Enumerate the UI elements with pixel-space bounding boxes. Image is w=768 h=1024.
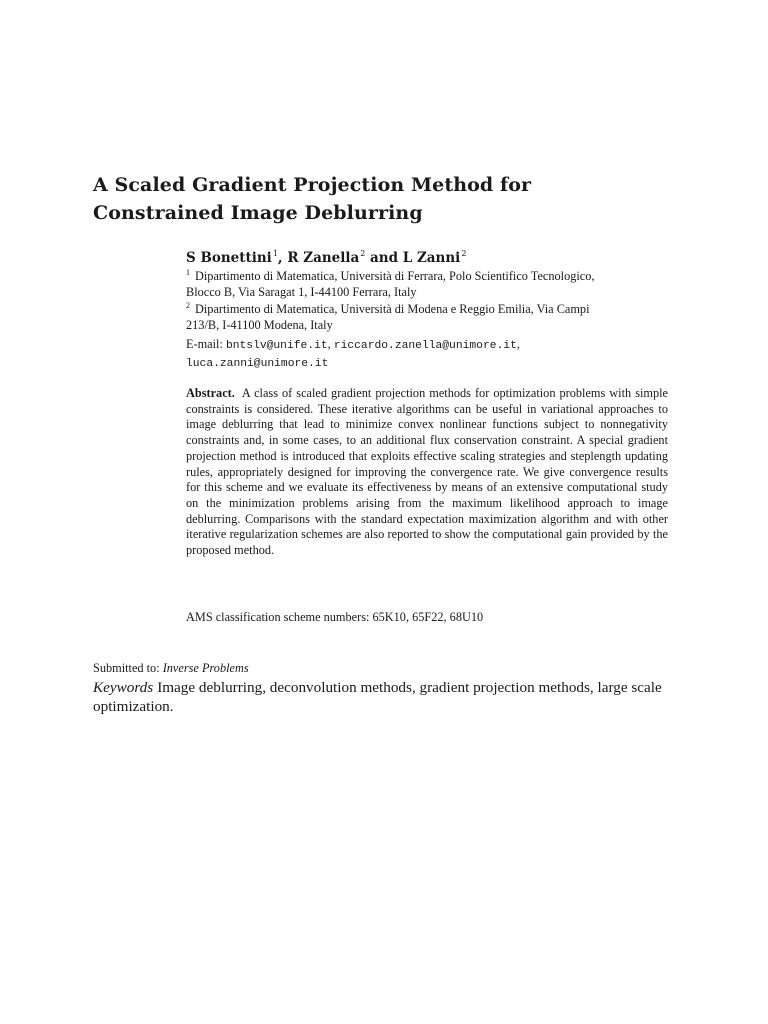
affiliation-line: Dipartimento di Matematica, Università di Ferrara, Polo Scientifico Tecnologico,: [195, 269, 595, 283]
affiliation-line: Dipartimento di Matematica, Università di Modena e Reggio Emilia, Via Campi: [195, 302, 590, 316]
author-name: S Bonettini: [186, 250, 272, 266]
author-separator: ,: [277, 250, 288, 266]
author-affiliation-mark: 2: [360, 249, 366, 258]
submitted-to: [93, 660, 693, 676]
affiliation-1: [186, 265, 686, 300]
email-block: E-mail: bntslv@unife.it, riccardo.zanella@unimore.it, luca.zanni@unimore.it: [186, 337, 520, 370]
email-address[interactable]: riccardo.zanella@unimore.it: [333, 340, 517, 352]
author-name: R Zanella: [287, 250, 360, 266]
author-name: L Zanni: [402, 250, 461, 266]
keywords: [93, 678, 678, 716]
author-list: [186, 245, 686, 267]
ams-classification: AMS classification scheme numbers: 65K10, 65F22, 68U10: [186, 610, 484, 624]
affiliation-mark: 2: [186, 301, 190, 310]
author-separator: and: [365, 250, 403, 266]
title-line-2: Constrained Image Deblurring: [93, 202, 423, 224]
email-address[interactable]: luca.zanni@unimore.it: [186, 358, 329, 370]
paper-title: [93, 171, 693, 227]
affiliation-line: Blocco B, Via Saragat 1, I-44100 Ferrara, Italy: [186, 285, 417, 299]
title-line-1: A Scaled Gradient Projection Method for: [93, 174, 532, 196]
journal-name: Inverse Problems: [162, 661, 249, 675]
author-affiliation-mark: 1: [272, 249, 278, 258]
abstract-text: A class of scaled gradient projection methods for optimization problems with simple constraints is considered. These iterative algorithms can be useful in variational approaches to image deblurring that lead to minimize convex nonlinear functions subject to nonnegativity constraints and, in some cases, to an additional flux conservation constraint. A special gradient projection method is introduced that exploits effective scaling strategies and steplength updating rules, appropriately designed for improving the convergence rate. We give convergence results for this scheme and we evaluate its effectiveness by means of an extensive computational study on the minimization problems arising from the maximum likelihood approach to image deblurring. Comparisons with the standard expectation maximization algorithm and with other iterative regularization schemes are also reported to show the computational gain provided by the proposed method.: [186, 386, 668, 558]
keywords-text: Image deblurring, deconvolution methods, gradient projection methods, large scale optimization.: [93, 679, 662, 715]
abstract: [186, 386, 668, 559]
affiliation-2: [186, 298, 686, 333]
affiliation-mark: 1: [186, 268, 190, 277]
submitted-label: Submitted to:: [93, 661, 163, 675]
keywords-label: Keywords: [93, 679, 154, 696]
email-label: E-mail:: [186, 337, 226, 351]
email-address[interactable]: bntslv@unife.it: [225, 340, 328, 352]
affiliation-line: 213/B, I-41100 Modena, Italy: [186, 318, 333, 332]
author-affiliation-mark: 2: [461, 249, 467, 258]
abstract-heading: Abstract.: [186, 386, 235, 400]
